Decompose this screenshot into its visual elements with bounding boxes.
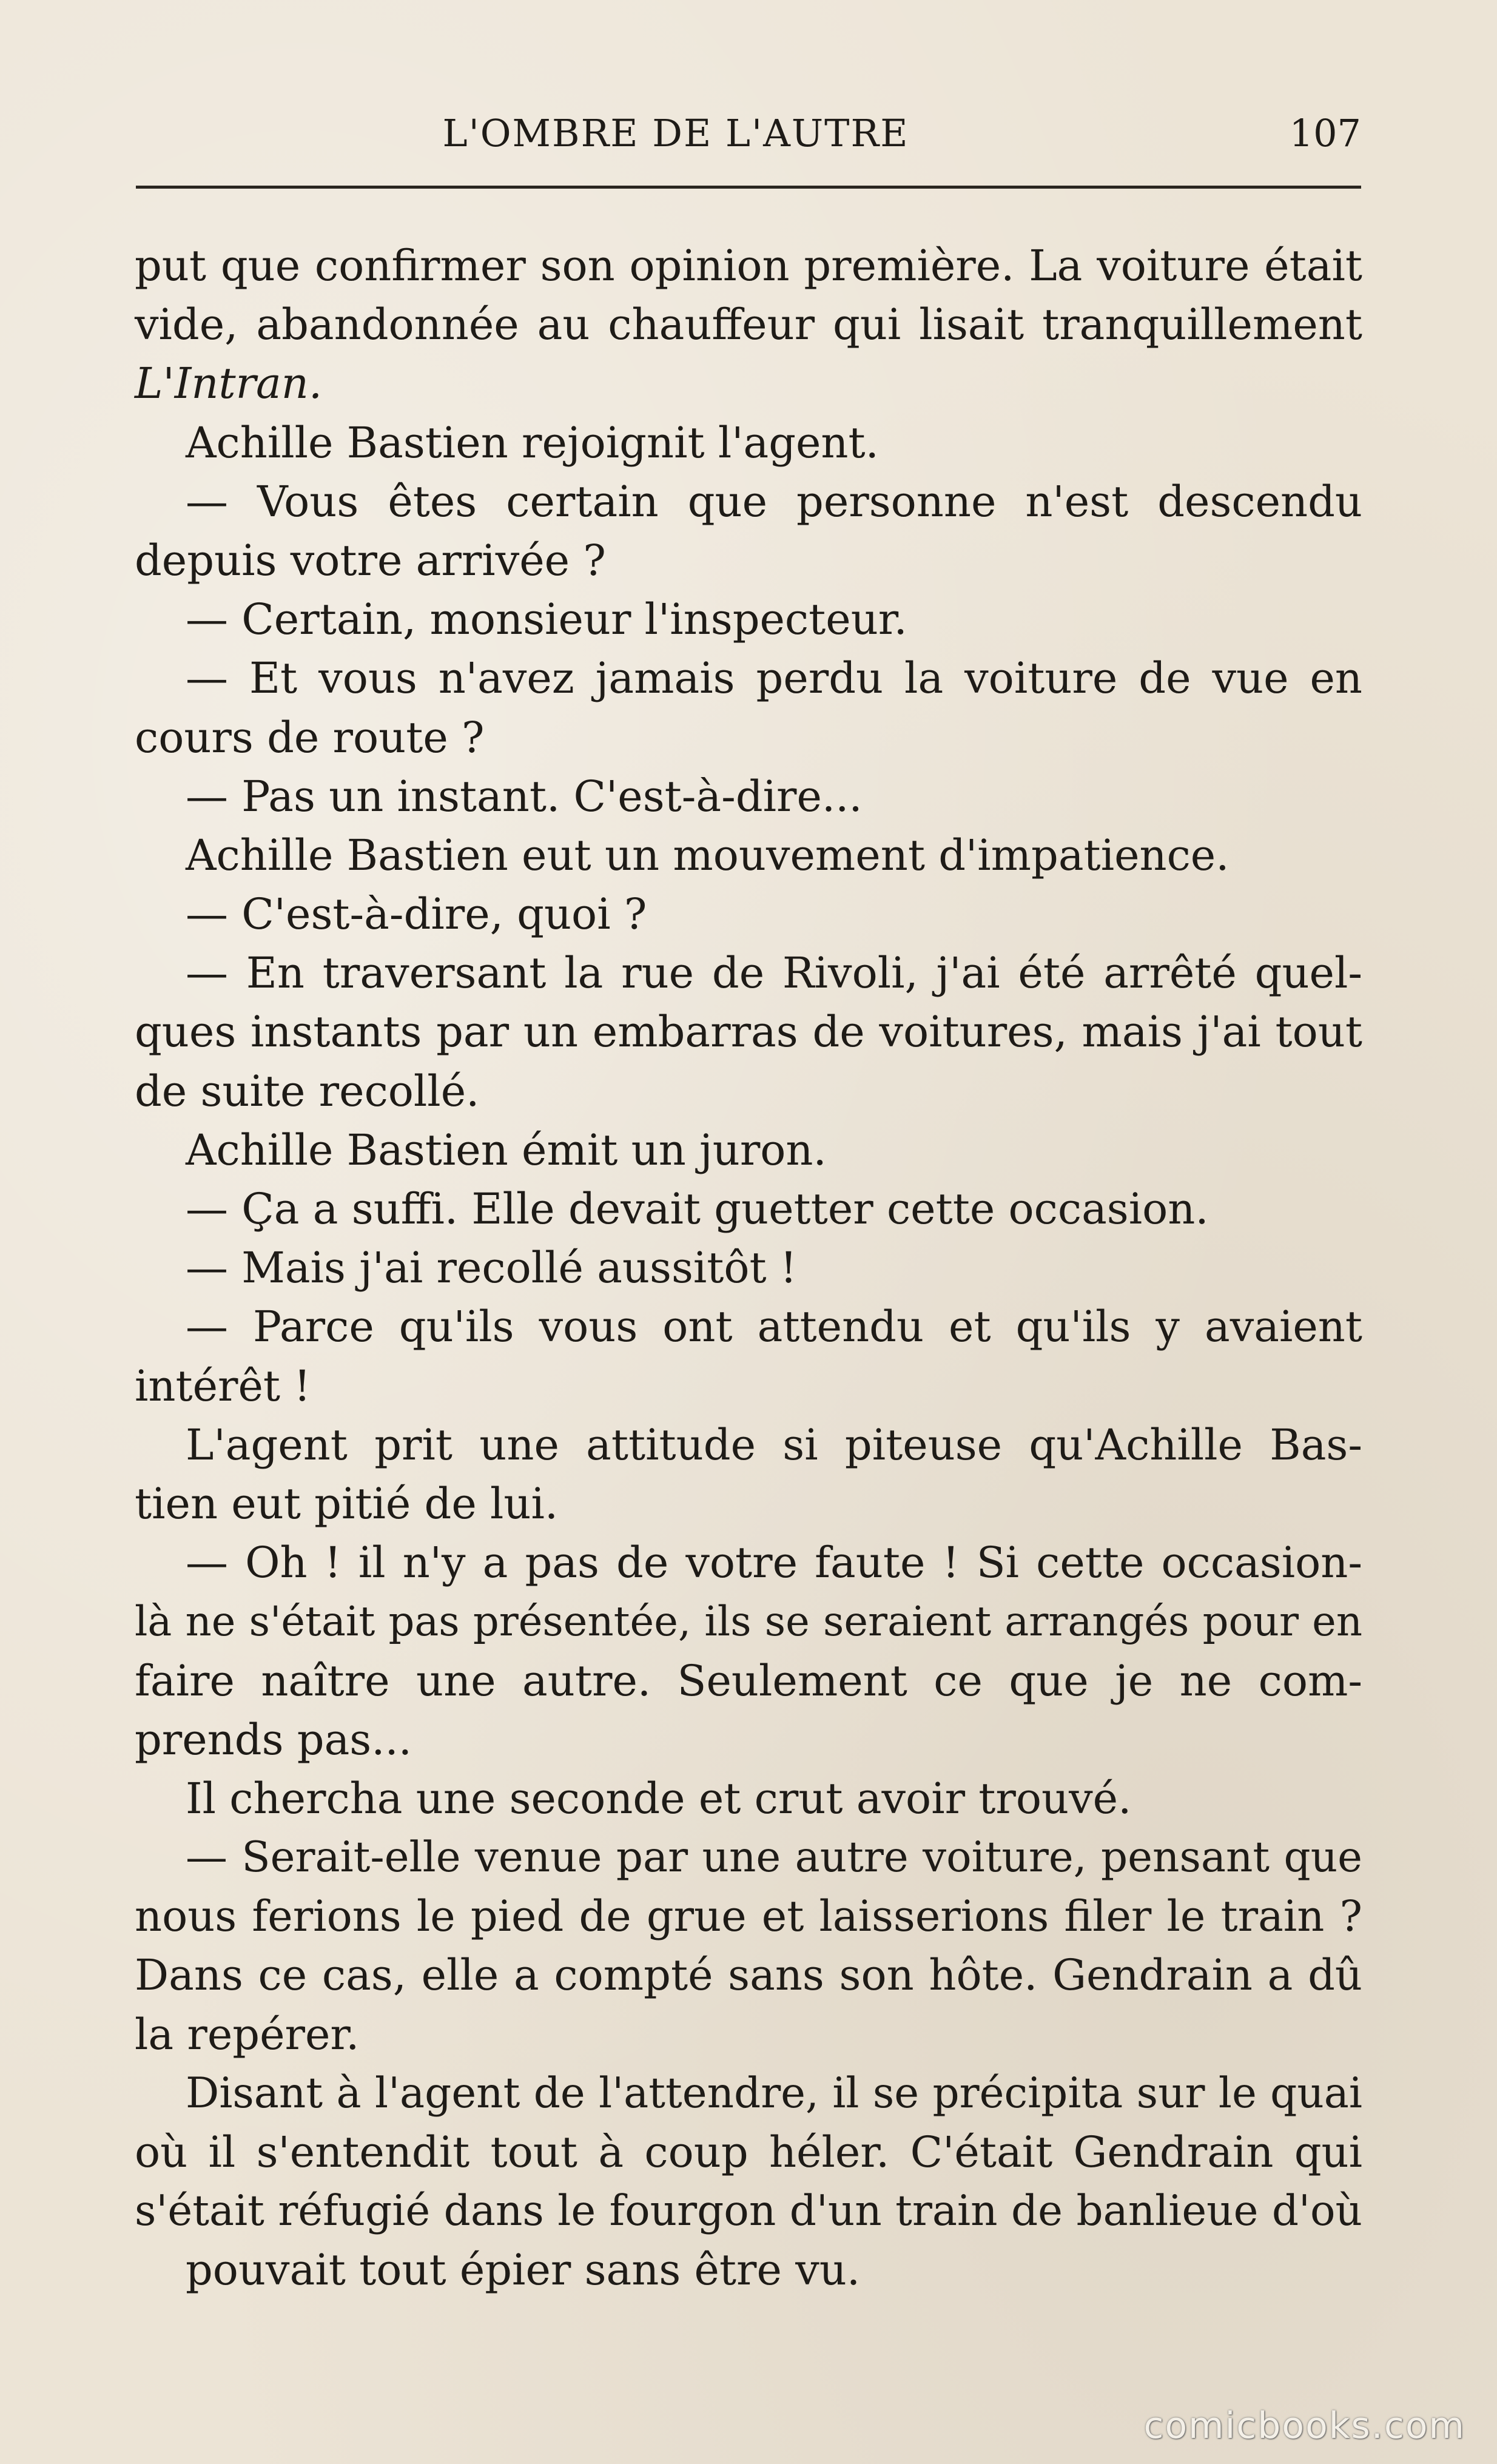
text-line: Disant à l'agent de l'attendre, il se précipita sur le quai [186, 2068, 1362, 2118]
text-line: — Parce qu'ils vous ont attendu et qu'ils y avaient [186, 1302, 1362, 1352]
running-head-title: L'OMBRE DE L'AUTRE [442, 111, 909, 155]
text-line: — Mais j'ai recollé aussitôt ! [186, 1243, 798, 1293]
text-line: prends pas... [135, 1714, 412, 1765]
text-line: depuis votre arrivée ? [135, 535, 606, 585]
text-line: ques instants par un embarras de voitures, mais j'ai tout [135, 1007, 1362, 1057]
text-line: Achille Bastien émit un juron. [186, 1125, 827, 1175]
text-line: s'était réfugié dans le fourgon d'un train de banlieue d'où [135, 2187, 1362, 2236]
text-line: Dans ce cas, elle a compté sans son hôte. Gendrain a dû [135, 1950, 1362, 2001]
text-line: — Ça a suffi. Elle devait guetter cette occasion. [186, 1184, 1209, 1234]
text-line: — Vous êtes certain que personne n'est descendu [186, 476, 1362, 527]
text-line: — Et vous n'avez jamais perdu la voiture de vue en [186, 653, 1362, 704]
text-line: là ne s'était pas présentée, ils se seraient arrangés pour en [135, 1598, 1362, 1646]
text-line: — En traversant la rue de Rivoli, j'ai été arrêté quel- [186, 948, 1362, 998]
body-text [135, 237, 1362, 2300]
text-line: — Pas un instant. C'est-à-dire... [186, 771, 863, 821]
text-line: — Serait-elle venue par une autre voiture, pensant que [186, 1833, 1362, 1882]
text-line: pouvait tout épier sans être vu. [186, 2245, 861, 2295]
text-line: la repérer. [135, 2009, 360, 2059]
text-line: de suite recollé. [135, 1066, 480, 1116]
running-head [136, 103, 1361, 164]
text-line: tien eut pitié de lui. [135, 1478, 559, 1529]
header-rule [136, 186, 1361, 189]
text-line: cours de route ? [135, 712, 485, 762]
text-line: nous ferions le pied de grue et laisserions filer le train ? [135, 1891, 1362, 1942]
text-line: — Oh ! il n'y a pas de votre faute ! Si cette occasion- [186, 1538, 1362, 1588]
text-line: où il s'entendit tout à coup héler. C'était Gendrain qui [135, 2127, 1362, 2177]
text-line: L'agent prit une attitude si piteuse qu'Achille Bas- [186, 1419, 1362, 1470]
text-line: — C'est-à-dire, quoi ? [186, 889, 647, 940]
text-line: — Certain, monsieur l'inspecteur. [186, 594, 907, 645]
text-line: Achille Bastien eut un mouvement d'impatience. [186, 830, 1230, 880]
watermark: comicbooks.com [1143, 2405, 1465, 2447]
text-line: vide, abandonnée au chauffeur qui lisait tranquillement [135, 300, 1362, 350]
text-line: L'Intran. [135, 358, 323, 409]
text-line: intérêt ! [135, 1361, 311, 1411]
page-number: 107 [1289, 111, 1361, 155]
text-line: faire naître une autre. Seulement ce que je ne com- [135, 1655, 1362, 1706]
text-line: Il chercha une seconde et crut avoir trouvé. [186, 1773, 1132, 1823]
text-line: put que confirmer son opinion première. La voiture était [135, 241, 1362, 291]
text-line: Achille Bastien rejoignit l'agent. [186, 417, 879, 468]
